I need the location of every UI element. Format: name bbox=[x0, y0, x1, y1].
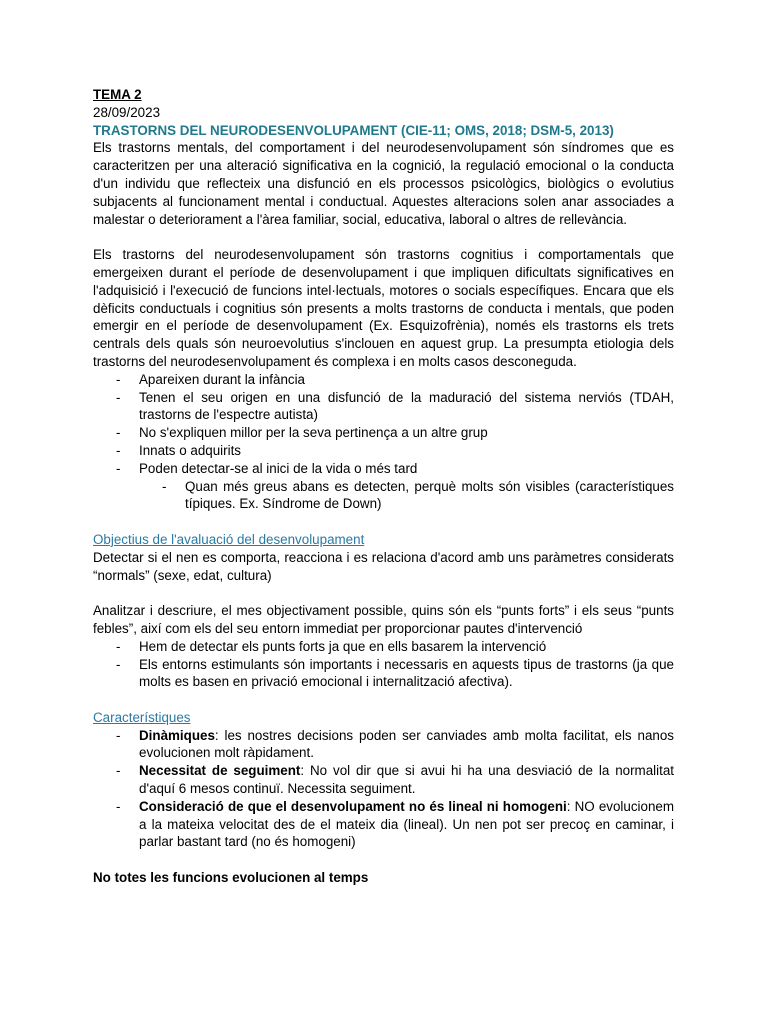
dash-bullet: - bbox=[116, 763, 121, 779]
document-date: 28/09/2023 bbox=[93, 104, 161, 120]
dash-bullet: - bbox=[116, 638, 121, 654]
closing-heading: No totes les funcions evolucionen al temps bbox=[93, 870, 369, 886]
objectius-paragraph-1: Detectar si el nen es comporta, reacciona i es relaciona d'acord amb uns paràmetres considerats “normals” (sexe, edat, cultura) bbox=[93, 549, 674, 583]
dash-bullet: - bbox=[116, 389, 121, 405]
list-item: - Consideració de que el desenvolupament no és lineal ni homogeni: NO evolucionem a la mateixa velocitat des de el mateix dia (lineal). Un nen pot ser precoç en caminar, i parlar bastant tard (no és homogeni) bbox=[116, 798, 674, 850]
dash-bullet: - bbox=[116, 371, 121, 387]
intro-sub-bullet-list bbox=[93, 478, 674, 514]
dash-bullet: - bbox=[116, 460, 121, 476]
term-label: Dinàmiques bbox=[139, 727, 215, 743]
dash-bullet: - bbox=[116, 727, 121, 743]
objectius-heading-link[interactable]: Objectius de l'avaluació del desenvolupament bbox=[93, 531, 365, 547]
term-label: Necessitat de seguiment bbox=[139, 763, 301, 779]
section-label: TEMA 2 bbox=[93, 87, 142, 102]
spacer bbox=[93, 584, 674, 602]
objectius-bullet-list bbox=[93, 638, 674, 691]
document-page bbox=[93, 86, 674, 887]
list-item: - Necessitat de seguiment: No vol dir que si avui hi ha una desviació de la normalitat d'aquí 6 mesos continuï. Necessita seguiment. bbox=[116, 763, 674, 797]
list-item: - Innats o adquirits bbox=[116, 442, 241, 458]
list-item: - Apareixen durant la infància bbox=[116, 371, 306, 387]
list-item: - Poden detectar-se al inici de la vida o més tard bbox=[116, 460, 418, 476]
list-item: - Tenen el seu origen en una disfunció de la maduració del sistema nerviós (TDAH, trastorns de l'espectre autista) bbox=[116, 389, 674, 423]
spacer bbox=[93, 851, 674, 869]
dash-bullet: - bbox=[116, 442, 121, 458]
intro-bullet-list bbox=[93, 371, 674, 478]
list-item: - Els entorns estimulants són importants i necessaris en aquests tipus de trastorns (ja que molts es basen en privació emocional i internalització afectiva). bbox=[116, 656, 674, 690]
term-label: Consideració de que el desenvolupament no és lineal ni homogeni bbox=[139, 798, 567, 814]
caracteristiques-bullet-list bbox=[93, 727, 674, 852]
objectius-paragraph-2: Analitzar i descriure, el mes objectivament possible, quins són els “punts forts” i els seus “punts febles”, així com els del seu entorn immediat per proporcionar pautes d'intervenció bbox=[93, 603, 674, 636]
intro-paragraph-1: Els trastorns mentals, del comportament i del neurodesenvolupament són síndromes que es caracteritzen per una alteració significativa en la cognició, la regulació emocional o la conducta d'un individu que reflecteix una disfunció en els processos psicològics, biològics o evolutius subjacents al funcionament mental i conductual. Aquestes alteracions solen anar associades a malestar o deteriorament a l'àrea familiar, social, educativa, laboral o altres de rellevància. bbox=[93, 140, 674, 227]
list-item: - Hem de detectar els punts forts ja que en ells basarem la intervenció bbox=[116, 638, 547, 654]
list-item: - Dinàmiques: les nostres decisions poden ser canviades amb molta facilitat, els nanos evolucionen molt ràpidament. bbox=[116, 727, 674, 761]
dash-bullet: - bbox=[162, 478, 167, 494]
spacer bbox=[93, 691, 674, 709]
page-title: TRASTORNS DEL NEURODESENVOLUPAMENT (CIE-11; OMS, 2018; DSM-5, 2013) bbox=[93, 122, 614, 138]
dash-bullet: - bbox=[116, 425, 121, 441]
dash-bullet: - bbox=[116, 798, 121, 814]
spacer bbox=[93, 228, 674, 246]
caracteristiques-heading-link[interactable]: Característiques bbox=[93, 709, 191, 725]
intro-paragraph-2: Els trastorns del neurodesenvolupament són trastorns cognitius i comportamentals que emergeixen durant el període de desenvolupament i que impliquen dificultats significatives en l'adquisició i l'execució de funcions intel·lectuals, motores o socials específiques. Encara que els dèficits conductuals i cognitius són presents a molts trastorns de conducta i mentals, que poden emergir en el període de desenvolupament (Ex. Esquizofrènia), només els trastorns els trets centrals dels quals són neuroevolutius s'inclouen en aquest grup. La presumpta etiologia dels trastorns del neurodesenvolupament és complexa i en molts casos desconeguda. bbox=[93, 247, 674, 369]
list-item: - No s'expliquen millor per la seva pertinença a un altre grup bbox=[116, 425, 488, 441]
dash-bullet: - bbox=[116, 656, 121, 672]
spacer bbox=[93, 513, 674, 531]
list-item: - Quan més greus abans es detecten, perquè molts són visibles (característiques típiques. Ex. Síndrome de Down) bbox=[162, 478, 674, 512]
